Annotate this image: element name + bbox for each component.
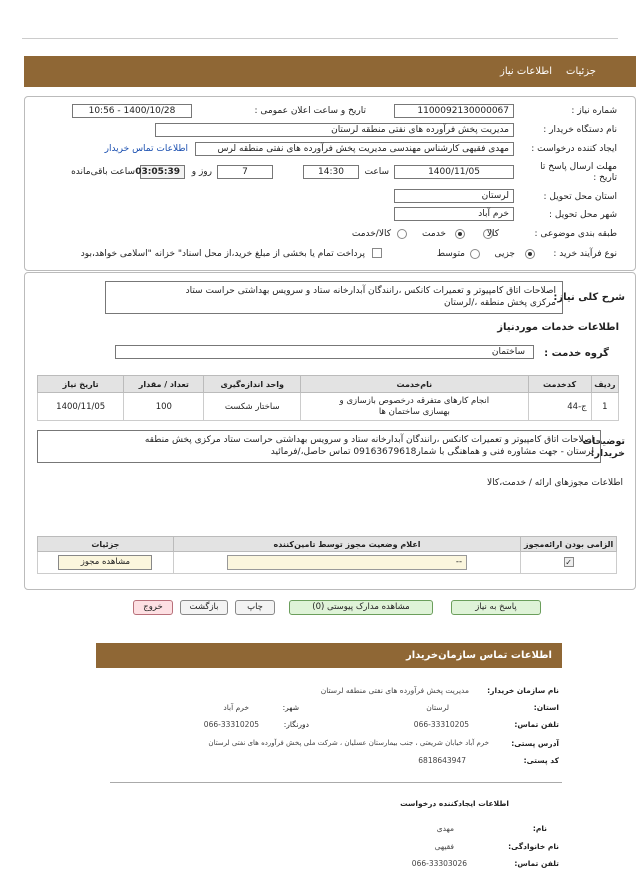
services-table — [37, 375, 619, 421]
print-button[interactable]: چاپ — [235, 600, 275, 615]
service-group-field: ساختمان — [115, 345, 534, 359]
requester-name-value: مهدی — [436, 824, 454, 833]
contact-divider — [110, 782, 562, 783]
contact-org-value: مدیریت پخش فرآورده های نفتی منطقه لرستان — [320, 686, 469, 695]
view-license-button[interactable]: مشاهده مجوز — [58, 555, 152, 570]
tab-details[interactable]: جزئیات — [566, 66, 596, 77]
requester-name-label: نام: — [532, 824, 547, 833]
licenses-title: اطلاعات مجوزهای ارائه / خدمت،کالا — [487, 478, 623, 488]
cell-qty: 100 — [124, 393, 204, 421]
view-attachments-button[interactable]: مشاهده مدارک پیوستی (0) — [289, 600, 433, 615]
cell-name-line2: بهسازی ساختمان ها — [378, 406, 450, 417]
col-unit: واحد اندازه‌گیری — [204, 376, 301, 393]
remaining-label: ساعت باقی‌مانده — [71, 167, 135, 177]
deadline-date-field: 1400/11/05 — [394, 165, 514, 179]
col-row: ردیف — [591, 376, 618, 393]
required-check-icon: ✓ — [565, 558, 572, 567]
lic-details-cell — [38, 552, 174, 574]
licenses-table — [37, 536, 617, 574]
treasury-payment-checkbox[interactable] — [372, 248, 382, 258]
buyer-contact-link[interactable]: اطلاعات تماس خریدار — [104, 144, 188, 154]
city-field: خرم آباد — [394, 207, 514, 221]
buyer-notes-text-1: اصلاحات اتاق کامپیوتر و تعمیرات کانکس ،رانندگان آبدارخانه ستاد و سرویس بهداشتی حراست ستاد مرکزی پخش منطقه — [144, 435, 594, 445]
city-label: شهر محل تحویل : — [548, 210, 617, 220]
contact-city-label: شهر: — [282, 703, 299, 712]
cell-name — [301, 393, 528, 421]
page-header — [24, 56, 636, 87]
col-date: تاریخ نیاز — [38, 376, 124, 393]
requester-family-label: نام خانوادگی: — [508, 842, 559, 851]
requester-family-value: فقیهی — [434, 842, 454, 851]
contact-fax-label: دورنگار: — [283, 720, 309, 729]
summary-text-1: اصلاحات اتاق کامپیوتر و تعمیرات کانکس ،رانندگان آبدارخانه ستاد و سرویس بهداشتی حراست ستاد — [185, 286, 556, 296]
lic-required-cell — [521, 552, 617, 574]
province-label: استان محل تحویل : — [543, 192, 617, 202]
contact-address-label: آدرس پستی: — [511, 739, 559, 748]
summary-label: شرح کلی نیاز: — [553, 292, 625, 303]
category-goods-label: کالا — [486, 229, 499, 239]
services-table-header — [38, 376, 619, 393]
requester-phone-value: 066-33303026 — [411, 859, 467, 868]
exit-button[interactable]: خروج — [133, 600, 173, 615]
announce-date-field: 1400/10/28 - 10:56 — [72, 104, 192, 118]
remaining-time-field: 03:05:39 — [140, 165, 185, 179]
cell-code: ج-44 — [528, 393, 591, 421]
contact-org-label: نام سازمان خریدار: — [487, 686, 559, 695]
announce-date-label: تاریخ و ساعت اعلان عمومی : — [254, 106, 366, 116]
deadline-time-field: 14:30 — [303, 165, 359, 179]
contact-phone-label: تلفن تماس: — [514, 720, 559, 729]
contact-fax-value: 066-33310205 — [203, 720, 259, 729]
back-button[interactable]: بازگشت — [180, 600, 228, 615]
col-code: کدخدمت — [528, 376, 591, 393]
table-row — [38, 552, 617, 574]
contact-province-value: لرستان — [426, 703, 449, 712]
lic-status-cell — [173, 552, 520, 574]
category-goods-service-label: کالا/خدمت — [351, 229, 391, 239]
licenses-table-header — [38, 537, 617, 552]
deadline-time-label: ساعت — [364, 167, 389, 177]
contact-section-header: اطلاعات تماس سازمان‌خریدار — [96, 643, 562, 668]
service-group-label: گروه خدمت : — [544, 348, 609, 359]
creator-field: مهدی فقیهی کارشناس مهندسی مدیریت پخش فرآورده های نفتی منطقه لرس — [195, 142, 514, 156]
process-type-label: نوع فرآیند خرید : — [553, 249, 617, 259]
buyer-org-label: نام دستگاه خریدار : — [543, 125, 617, 135]
requester-phone-label: تلفن تماس: — [514, 859, 559, 868]
contact-postal-value: 6818643947 — [418, 756, 466, 765]
col-qty: تعداد / مقدار — [124, 376, 204, 393]
buyer-org-field: مدیریت پخش فرآورده های نفتی منطقه لرستان — [155, 123, 514, 137]
tab-need-info[interactable]: اطلاعات نیاز — [500, 66, 553, 77]
requester-section-title: اطلاعات ایجادکننده درخواست — [400, 799, 509, 808]
process-partial-radio[interactable] — [525, 249, 535, 259]
buyer-notes-box — [37, 430, 601, 463]
days-label: روز و — [191, 167, 212, 177]
lic-col-details: جزئیات — [38, 537, 174, 552]
process-medium-radio[interactable] — [470, 249, 480, 259]
buyer-notes-text-2: لرستان - جهت مشاوره فنی و هماهنگی با شمار09163679618 تماس حاصل،/فرمائید — [270, 447, 594, 457]
summary-box — [105, 281, 563, 314]
deadline-label: مهلت ارسال پاسخ تا تاریخ : — [540, 162, 617, 183]
process-partial-label: جزیی — [494, 249, 515, 259]
top-divider — [22, 38, 618, 39]
contact-address-value: خرم آباد خیابان شریعتی ، جنب بیمارستان عسلیان ، شرکت ملی پخش فرآورده های نفتی لرستان — [208, 739, 489, 747]
days-field: 7 — [217, 165, 273, 179]
cell-name-line1: انجام کارهای متفرقه درخصوص بازسازی و — [339, 395, 490, 406]
province-field: لرستان — [394, 189, 514, 203]
category-goods-service-radio[interactable] — [397, 229, 407, 239]
need-number-field: 1100092130000067 — [394, 104, 514, 118]
category-service-label: خدمت — [422, 229, 446, 239]
process-medium-label: متوسط — [436, 249, 465, 259]
contact-province-label: استان: — [533, 703, 559, 712]
summary-text-2: مرکزی پخش منطقه ،/لرستان — [443, 298, 556, 308]
buyer-notes-label: توضیحات خریدار: — [582, 436, 625, 459]
cell-unit: ساختار شکست — [204, 393, 301, 421]
category-label: طبقه بندی موضوعی : — [534, 229, 617, 239]
cell-row: 1 — [591, 393, 618, 421]
contact-postal-label: کد پستی: — [523, 756, 559, 765]
need-number-label: شماره نیاز : — [571, 106, 617, 116]
table-row — [38, 393, 619, 421]
services-section-title: اطلاعات خدمات موردنیاز — [497, 322, 619, 333]
reply-button[interactable]: پاسخ به نیاز — [451, 600, 541, 615]
contact-city-value: خرم آباد — [223, 703, 249, 712]
lic-col-required: الزامی بودن ارائه‌مجوز — [521, 537, 617, 552]
lic-col-status: اعلام وضعیت مجوز توسط تامین‌کننده — [173, 537, 520, 552]
treasury-payment-note: پرداخت تمام یا بخشی از مبلغ خرید،از محل اسناد" خزانه "اسلامی خواهد،بود — [80, 249, 365, 259]
creator-label: ایجاد کننده درخواست : — [531, 144, 617, 154]
contact-phone-value: 066-33310205 — [413, 720, 469, 729]
cell-date: 1400/11/05 — [38, 393, 124, 421]
license-status-field[interactable]: -- — [227, 555, 467, 570]
category-service-radio[interactable] — [455, 229, 465, 239]
col-name: نام‌خدمت — [301, 376, 528, 393]
